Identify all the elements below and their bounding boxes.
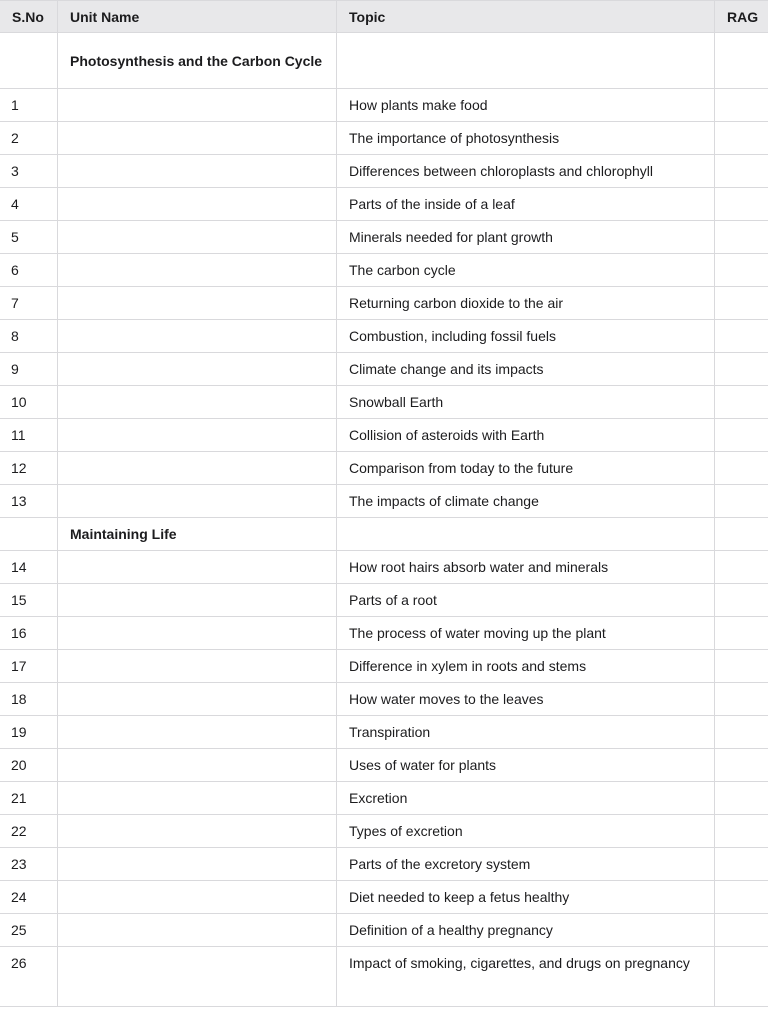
- topic-cell: Parts of the inside of a leaf: [337, 188, 715, 221]
- rag-cell[interactable]: [715, 254, 768, 287]
- unit-name-cell: [58, 353, 337, 386]
- sno-cell: 4: [0, 188, 58, 221]
- topic-cell: How plants make food: [337, 89, 715, 122]
- table-row: [0, 815, 768, 848]
- topic-cell: Snowball Earth: [337, 386, 715, 419]
- topic-cell: Parts of a root: [337, 584, 715, 617]
- sno-cell: 21: [0, 782, 58, 815]
- topic-cell: Definition of a healthy pregnancy: [337, 914, 715, 947]
- rag-cell[interactable]: [715, 320, 768, 353]
- sno-cell: 5: [0, 221, 58, 254]
- rag-cell[interactable]: [715, 287, 768, 320]
- table-row: [0, 254, 768, 287]
- sno-cell: 1: [0, 89, 58, 122]
- table-row: [0, 881, 768, 914]
- topic-cell: Excretion: [337, 782, 715, 815]
- rag-cell[interactable]: [715, 815, 768, 848]
- unit-name-cell: [58, 782, 337, 815]
- table-row: [0, 188, 768, 221]
- topic-cell: The importance of photosynthesis: [337, 122, 715, 155]
- unit-name-cell: [58, 188, 337, 221]
- topic-cell: Difference in xylem in roots and stems: [337, 650, 715, 683]
- sno-cell: 6: [0, 254, 58, 287]
- rag-cell[interactable]: [715, 782, 768, 815]
- unit-name-cell: [58, 947, 337, 1007]
- table-row: [0, 221, 768, 254]
- rag-cell[interactable]: [715, 683, 768, 716]
- sno-cell: 7: [0, 287, 58, 320]
- table-row: [0, 320, 768, 353]
- rag-cell[interactable]: [715, 221, 768, 254]
- topic-cell: Differences between chloroplasts and chlorophyll: [337, 155, 715, 188]
- rag-cell[interactable]: [715, 617, 768, 650]
- table-row: [0, 848, 768, 881]
- unit-name-cell: [58, 320, 337, 353]
- sno-cell: 10: [0, 386, 58, 419]
- unit-name-cell: [58, 815, 337, 848]
- sno-cell: 9: [0, 353, 58, 386]
- sno-cell: 13: [0, 485, 58, 518]
- sno-cell: [0, 518, 58, 551]
- unit-name-cell: [58, 848, 337, 881]
- sno-cell: 18: [0, 683, 58, 716]
- topic-cell: How root hairs absorb water and minerals: [337, 551, 715, 584]
- table-row: [0, 353, 768, 386]
- sno-cell: 20: [0, 749, 58, 782]
- sno-cell: 11: [0, 419, 58, 452]
- sno-cell: 19: [0, 716, 58, 749]
- sno-cell: 12: [0, 452, 58, 485]
- sno-cell: 25: [0, 914, 58, 947]
- sno-cell: 26: [0, 947, 58, 1007]
- unit-row: [0, 518, 768, 551]
- rag-cell[interactable]: [715, 188, 768, 221]
- sno-cell: 22: [0, 815, 58, 848]
- sno-cell: 14: [0, 551, 58, 584]
- topic-cell: Diet needed to keep a fetus healthy: [337, 881, 715, 914]
- unit-name-cell: [58, 485, 337, 518]
- topic-cell: Minerals needed for plant growth: [337, 221, 715, 254]
- unit-name-cell: [58, 386, 337, 419]
- sno-cell: 17: [0, 650, 58, 683]
- unit-row: [0, 33, 768, 89]
- table-row: [0, 683, 768, 716]
- topic-header: Topic: [337, 1, 715, 33]
- unit-name-cell: [58, 122, 337, 155]
- sno-cell: 24: [0, 881, 58, 914]
- topic-cell: Parts of the excretory system: [337, 848, 715, 881]
- table-row: [0, 155, 768, 188]
- rag-cell[interactable]: [715, 89, 768, 122]
- rag-cell[interactable]: [715, 33, 768, 89]
- unit-name-cell: [58, 551, 337, 584]
- table-row: [0, 782, 768, 815]
- sno-cell: [0, 33, 58, 89]
- rag-cell[interactable]: [715, 551, 768, 584]
- table-row: [0, 386, 768, 419]
- sno-cell: 23: [0, 848, 58, 881]
- sno-cell: 8: [0, 320, 58, 353]
- unit-name-header: Unit Name: [58, 1, 337, 33]
- topic-cell: Transpiration: [337, 716, 715, 749]
- table-row: [0, 947, 768, 1007]
- rag-cell[interactable]: [715, 848, 768, 881]
- topic-cell: [337, 33, 715, 89]
- unit-name-cell: [58, 650, 337, 683]
- rag-cell[interactable]: [715, 716, 768, 749]
- rag-cell[interactable]: [715, 881, 768, 914]
- rag-cell[interactable]: [715, 419, 768, 452]
- rag-cell[interactable]: [715, 749, 768, 782]
- table-row: [0, 89, 768, 122]
- rag-cell[interactable]: [715, 914, 768, 947]
- table-row: [0, 914, 768, 947]
- unit-name-cell: [58, 155, 337, 188]
- rag-cell[interactable]: [715, 353, 768, 386]
- table-row: [0, 485, 768, 518]
- rag-cell[interactable]: [715, 518, 768, 551]
- table-row: [0, 551, 768, 584]
- topic-cell: The carbon cycle: [337, 254, 715, 287]
- topic-cell: Uses of water for plants: [337, 749, 715, 782]
- table-row: [0, 584, 768, 617]
- table-row: [0, 452, 768, 485]
- table-row: [0, 419, 768, 452]
- topic-cell: Collision of asteroids with Earth: [337, 419, 715, 452]
- unit-name-cell: Maintaining Life: [58, 518, 337, 551]
- table-row: [0, 617, 768, 650]
- sno-header: S.No: [0, 1, 58, 33]
- topic-cell: Climate change and its impacts: [337, 353, 715, 386]
- unit-name-cell: Photosynthesis and the Carbon Cycle: [58, 33, 337, 89]
- table-row: [0, 122, 768, 155]
- unit-name-cell: [58, 584, 337, 617]
- header-row: [0, 1, 768, 33]
- unit-name-cell: [58, 419, 337, 452]
- sno-cell: 2: [0, 122, 58, 155]
- topic-cell: Comparison from today to the future: [337, 452, 715, 485]
- unit-name-cell: [58, 254, 337, 287]
- sno-cell: 16: [0, 617, 58, 650]
- unit-name-cell: [58, 221, 337, 254]
- unit-name-cell: [58, 683, 337, 716]
- topic-cell: The process of water moving up the plant: [337, 617, 715, 650]
- rag-cell[interactable]: [715, 122, 768, 155]
- table-row: [0, 287, 768, 320]
- topic-cell: Impact of smoking, cigarettes, and drugs on pregnancy: [337, 947, 715, 1007]
- unit-name-cell: [58, 914, 337, 947]
- table-row: [0, 716, 768, 749]
- unit-name-cell: [58, 617, 337, 650]
- sno-cell: 3: [0, 155, 58, 188]
- rag-cell[interactable]: [715, 947, 768, 1007]
- rag-cell[interactable]: [715, 386, 768, 419]
- sno-cell: 15: [0, 584, 58, 617]
- rag-header: RAG: [715, 1, 768, 33]
- topic-cell: The impacts of climate change: [337, 485, 715, 518]
- table-row: [0, 650, 768, 683]
- unit-name-cell: [58, 749, 337, 782]
- table-row: [0, 749, 768, 782]
- unit-name-cell: [58, 89, 337, 122]
- rag-cell[interactable]: [715, 485, 768, 518]
- rag-cell[interactable]: [715, 155, 768, 188]
- topic-cell: [337, 518, 715, 551]
- rag-cell[interactable]: [715, 452, 768, 485]
- unit-name-cell: [58, 881, 337, 914]
- rag-cell[interactable]: [715, 584, 768, 617]
- topic-cell: Combustion, including fossil fuels: [337, 320, 715, 353]
- unit-name-cell: [58, 716, 337, 749]
- topic-cell: Types of excretion: [337, 815, 715, 848]
- unit-name-cell: [58, 287, 337, 320]
- rag-cell[interactable]: [715, 650, 768, 683]
- topic-cell: How water moves to the leaves: [337, 683, 715, 716]
- topic-cell: Returning carbon dioxide to the air: [337, 287, 715, 320]
- unit-name-cell: [58, 452, 337, 485]
